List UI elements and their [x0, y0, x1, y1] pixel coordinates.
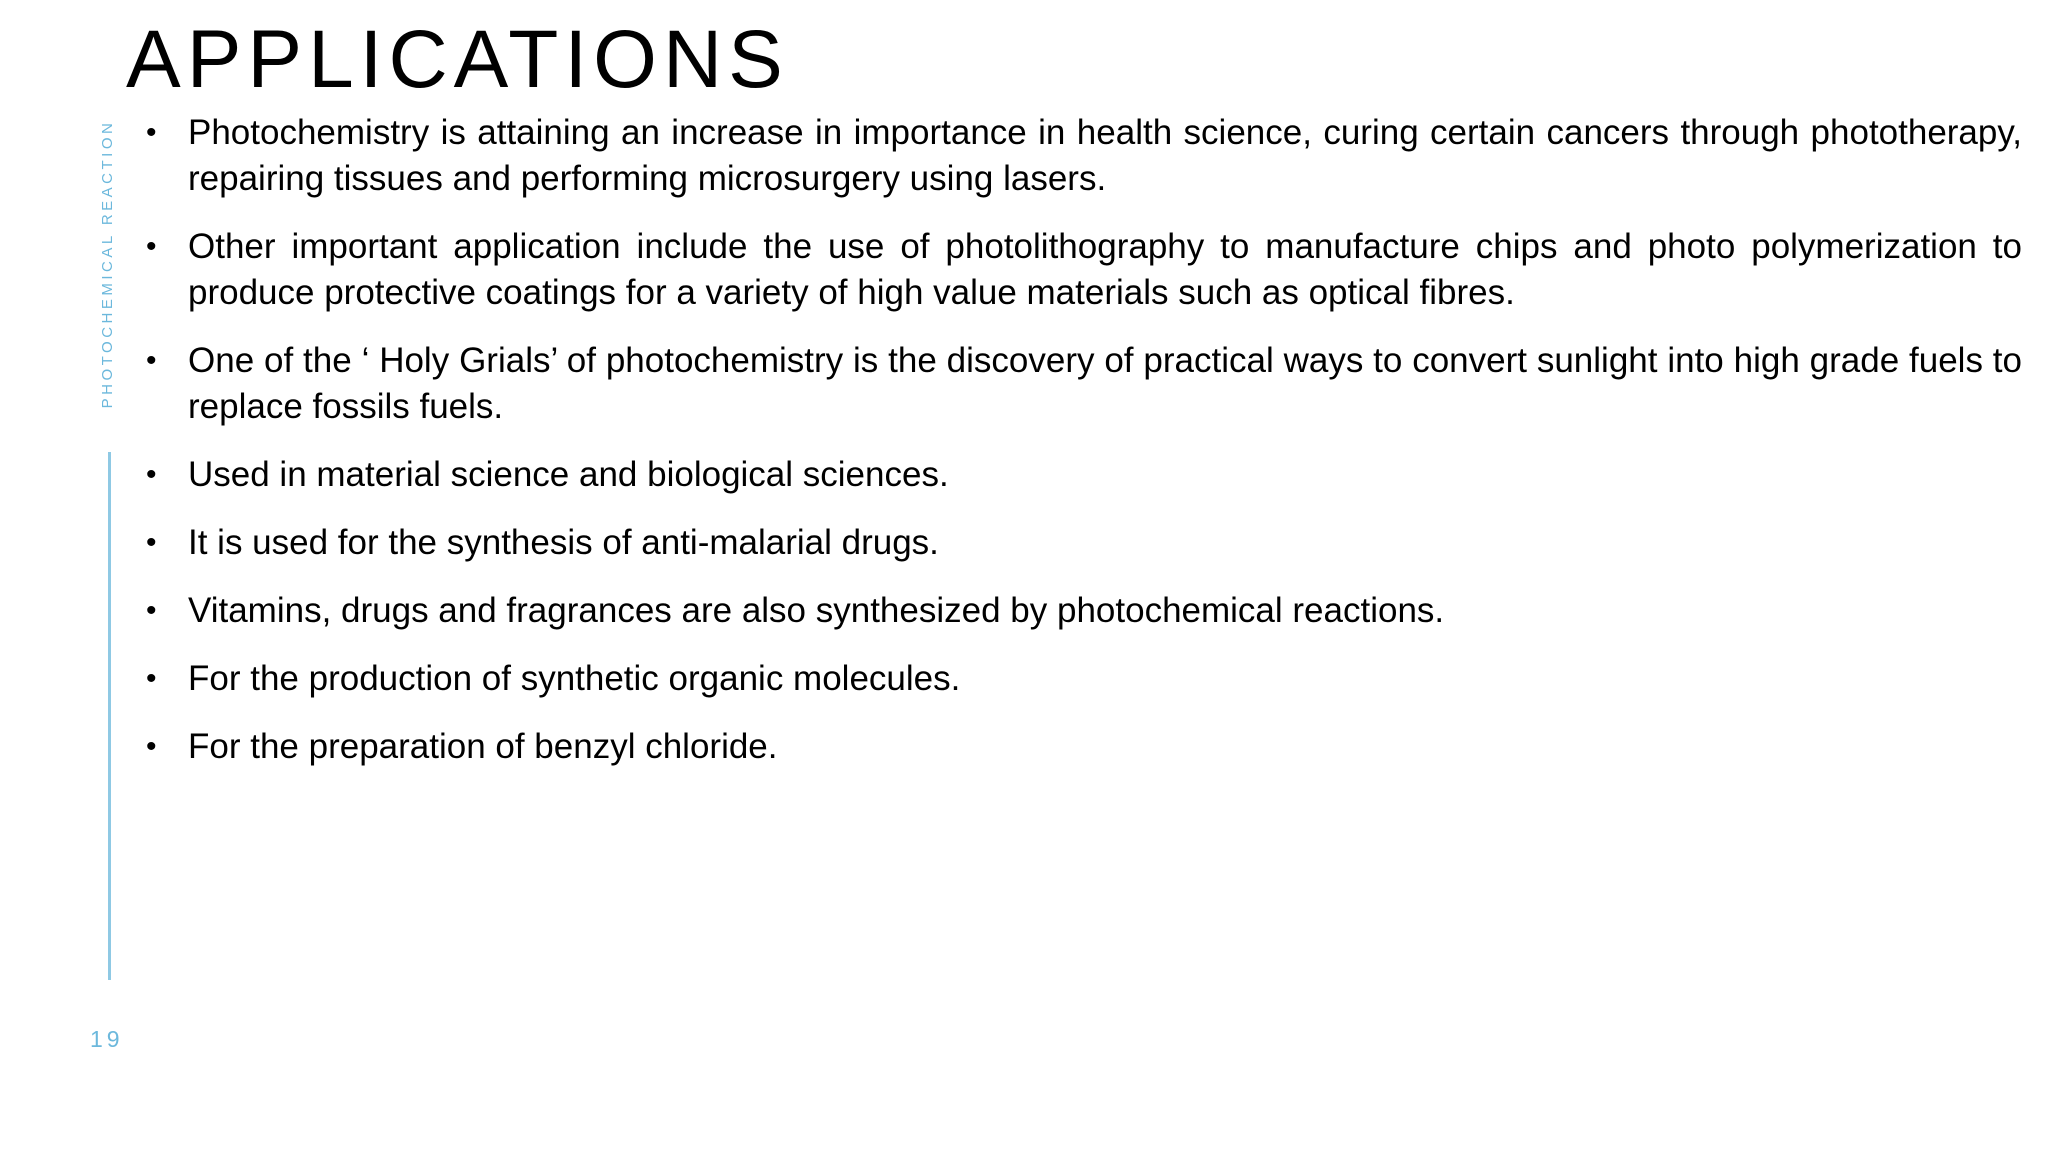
bullet-item — [146, 452, 2022, 498]
bullet-item — [146, 588, 2022, 634]
bullet-text: Vitamins, drugs and fragrances are also synthesized by photochemical reactions. — [188, 591, 1445, 630]
bullet-dot-icon: • — [146, 730, 157, 763]
bullet-text: Photochemistry is attaining an increase in importance in health science, curing certain cancers through phototherapy, repairing tissues and performing microsurgery using lasers. — [188, 113, 2022, 198]
bullet-item — [146, 520, 2022, 566]
bullet-text: For the preparation of benzyl chloride. — [188, 727, 778, 766]
bullet-dot-icon: • — [146, 344, 157, 377]
bullet-text: It is used for the synthesis of anti-malarial drugs. — [188, 523, 939, 562]
slide-title: APPLICATIONS — [126, 14, 789, 105]
bullet-item — [146, 110, 2022, 202]
bullet-text: One of the ‘ Holy Grials’ of photochemistry is the discovery of practical ways to convert sunlight into high grade fuels to replace fossils fuels. — [188, 341, 2022, 426]
bullet-item — [146, 724, 2022, 770]
bullet-text: Other important application include the use of photolithography to manufacture chips and photo polymerization to produce protective coatings for a variety of high value materials such as optical fibres. — [188, 227, 2022, 312]
bullet-item — [146, 224, 2022, 316]
bullet-item — [146, 656, 2022, 702]
bullet-dot-icon: • — [146, 526, 157, 559]
bullet-item — [146, 338, 2022, 430]
bullet-dot-icon: • — [146, 594, 157, 627]
bullet-dot-icon: • — [146, 116, 157, 149]
bullet-list — [146, 110, 2022, 792]
bullet-text: Used in material science and biological sciences. — [188, 455, 949, 494]
page-number: 19 — [90, 1026, 124, 1052]
bullet-dot-icon: • — [146, 458, 157, 491]
bullet-dot-icon: • — [146, 662, 157, 695]
bullet-text: For the production of synthetic organic molecules. — [188, 659, 961, 698]
side-divider-line — [108, 452, 111, 980]
bullet-dot-icon: • — [146, 230, 157, 263]
section-side-label: PHOTOCHEMICAL REACTION — [99, 119, 116, 409]
